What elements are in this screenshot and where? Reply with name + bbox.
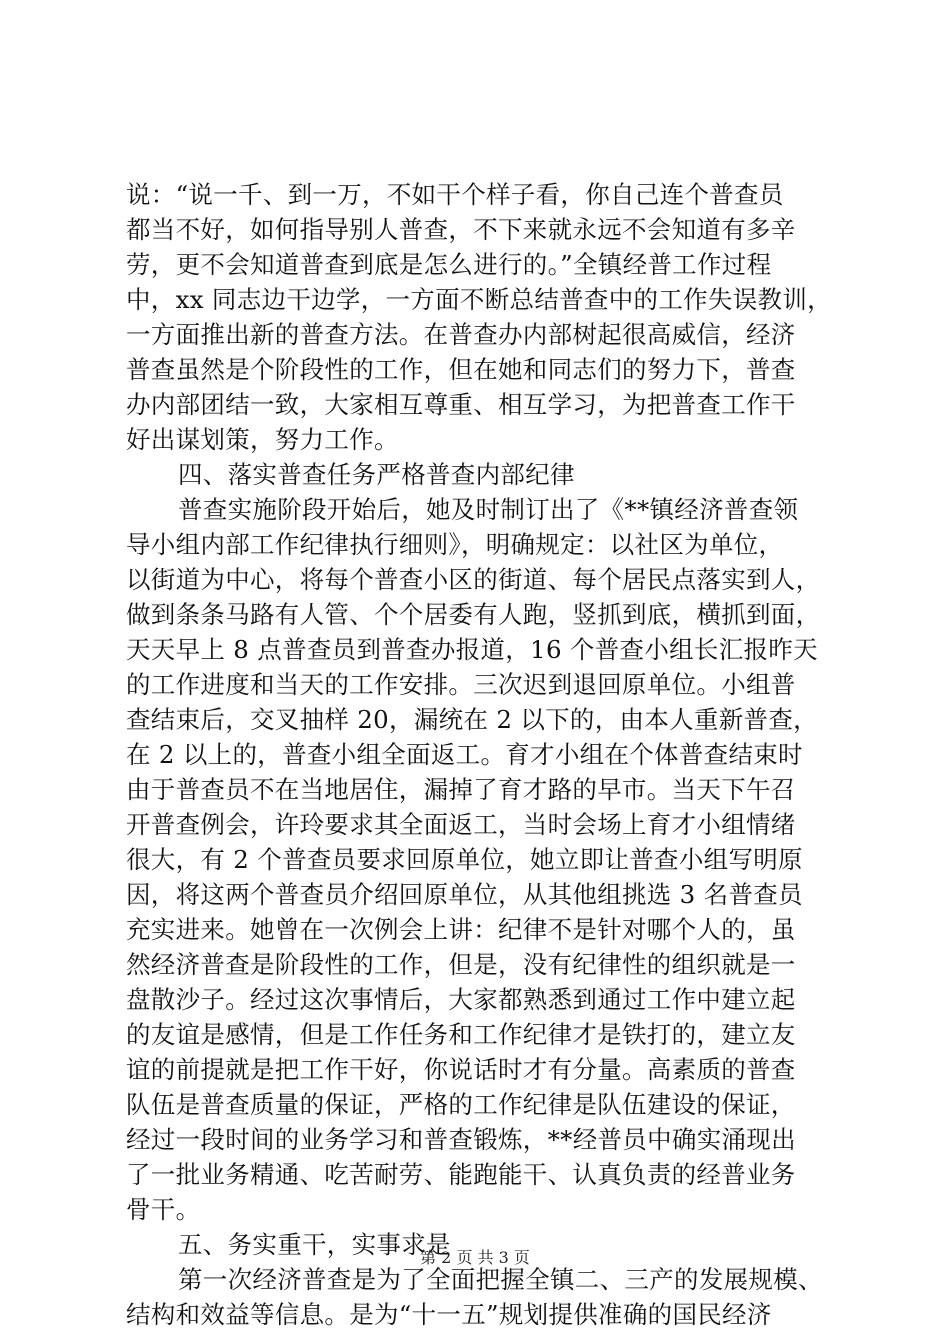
text-line: 很大，有 2 个普查员要求回原单位，她立即让普查小组写明原: [126, 845, 803, 874]
text-line: 骨干。: [126, 1195, 201, 1224]
text-line: 谊的前提就是把工作干好，你说话时才有分量。高素质的普查: [126, 1055, 796, 1084]
text-line: 结构和效益等信息。是为“十一五”规划提供准确的国民经济: [126, 1300, 772, 1329]
text-line: 开普查例会，许玲要求其全面返工，当时会场上育才小组情绪: [126, 810, 796, 839]
document-body: [126, 177, 840, 1332]
text-line: 都当不好，如何指导别人普查，不下来就永远不会知道有多辛: [126, 215, 796, 244]
text-line: 说：“说一千、到一万，不如干个样子看，你自己连个普查员: [126, 180, 784, 209]
text-line: 做到条条马路有人管、个个居委有人跑，竖抓到底，横抓到面，: [126, 600, 821, 629]
text-line: 第一次经济普查是为了全面把握全镇二、三产的发展规模、: [178, 1265, 823, 1294]
text-line: 因，将这两个普查员介绍回原单位，从其他组挑选 3 名普查员: [126, 880, 803, 909]
text-line: 由于普查员不在当地居住，漏掉了育才路的早市。当天下午召: [126, 775, 796, 804]
text-line: 的工作进度和当天的工作安排。三次迟到退回原单位。小组普: [126, 670, 796, 699]
text-line: 普查实施阶段开始后，她及时制订出了《**镇经济普查领: [178, 495, 799, 524]
text-line: 劳，更不会知道普查到底是怎么进行的。”全镇经普工作过程: [126, 250, 772, 279]
text-line: 盘散沙子。经过这次事情后，大家都熟悉到通过工作中建立起: [126, 985, 796, 1014]
text-line: 了一批业务精通、吃苦耐劳、能跑能干、认真负责的经普业务: [126, 1160, 796, 1189]
text-line: 查结束后，交叉抽样 20，漏统在 2 以下的，由本人重新普查，: [126, 705, 818, 734]
text-line: 一方面推出新的普查方法。在普查办内部树起很高威信，经济: [126, 320, 796, 349]
text-line: 然经济普查是阶段性的工作，但是，没有纪律性的组织就是一: [126, 950, 796, 979]
text-line: 的友谊是感情，但是工作任务和工作纪律才是铁打的，建立友: [126, 1020, 796, 1049]
text-line: 以街道为中心，将每个普查小区的街道、每个居民点落实到人，: [126, 565, 821, 594]
text-line: 充实进来。她曾在一次例会上讲：纪律不是针对哪个人的，虽: [126, 915, 796, 944]
text-line: 好出谋划策，努力工作。: [126, 425, 399, 454]
text-line: 中，xx 同志边干边学，一方面不断总结普查中的工作失误教训，: [126, 285, 832, 314]
text-line: 导小组内部工作纪律执行细则》，明确规定：以社区为单位，: [126, 530, 784, 559]
text-line: 在 2 以上的，普查小组全面返工。育才小组在个体普查结束时: [126, 740, 803, 769]
text-line: 办内部团结一致，大家相互尊重、相互学习，为把普查工作干: [126, 390, 796, 419]
text-line: 普查虽然是个阶段性的工作，但在她和同志们的努力下，普查: [126, 355, 796, 384]
text-line: 五、务实重干，实事求是: [178, 1230, 451, 1259]
text-line: 队伍是普查质量的保证，严格的工作纪律是队伍建设的保证，: [126, 1090, 796, 1119]
text-line: 天天早上 8 点普查员到普查办报道，16 个普查小组长汇报昨天: [126, 635, 818, 664]
text-line: 四、落实普查任务严格普查内部纪律: [178, 460, 575, 489]
text-line: 经过一段时间的业务学习和普查锻炼，**经普员中确实涌现出: [126, 1125, 796, 1154]
page-footer: 第 2 页 共 3 页: [420, 1248, 530, 1267]
